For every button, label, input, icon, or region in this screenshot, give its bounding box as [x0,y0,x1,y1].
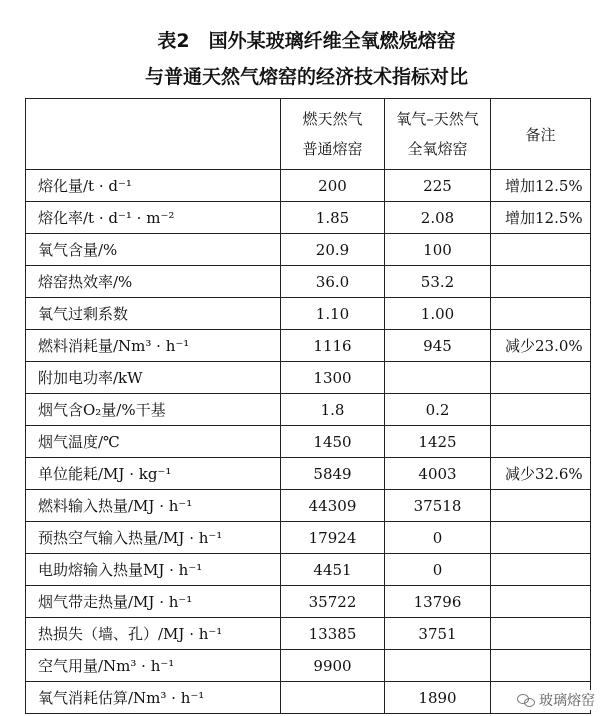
value-oxyfuel: 100 [385,234,491,266]
table-row [26,490,591,522]
value-oxyfuel: 37518 [385,490,491,522]
note-cell [491,362,591,394]
table-row [26,266,591,298]
value-conventional: 44309 [281,490,385,522]
value-conventional: 4451 [281,554,385,586]
table-row [26,618,591,650]
row-label: 单位能耗/MJ · kg⁻¹ [26,458,281,490]
note-cell [491,650,591,682]
comparison-table [25,98,591,714]
table-row [26,330,591,362]
row-label: 燃料消耗量/Nm³ · h⁻¹ [26,330,281,362]
note-cell [491,522,591,554]
value-oxyfuel: 0 [385,522,491,554]
watermark-text: 玻璃熔窑 [539,693,595,709]
table-row [26,650,591,682]
note-cell: 增加12.5% [491,170,591,202]
value-oxyfuel: 1.00 [385,298,491,330]
value-oxyfuel: 53.2 [385,266,491,298]
row-label: 烟气带走热量/MJ · h⁻¹ [26,586,281,618]
value-oxyfuel [385,650,491,682]
value-oxyfuel: 225 [385,170,491,202]
note-cell [491,394,591,426]
note-cell: 减少32.6% [491,458,591,490]
row-label: 预热空气输入热量/MJ · h⁻¹ [26,522,281,554]
wechat-icon [517,693,535,707]
header-cell-blank [26,99,281,170]
value-conventional: 20.9 [281,234,385,266]
note-cell [491,298,591,330]
value-conventional: 5849 [281,458,385,490]
value-oxyfuel: 1425 [385,426,491,458]
table-row [26,682,591,714]
note-cell: 增加12.5% [491,202,591,234]
value-conventional: 1450 [281,426,385,458]
row-label: 烟气温度/℃ [26,426,281,458]
value-conventional: 1.85 [281,202,385,234]
row-label: 熔化率/t · d⁻¹ · m⁻² [26,202,281,234]
note-cell [491,618,591,650]
header-text: 全氧熔窑 [407,140,468,158]
row-label: 氧气消耗估算/Nm³ · h⁻¹ [26,682,281,714]
row-label: 燃料输入热量/MJ · h⁻¹ [26,490,281,522]
value-conventional: 17924 [281,522,385,554]
table-row [26,202,591,234]
table-title-line1: 表2 国外某玻璃纤维全氧燃烧熔窑 [157,30,456,52]
value-conventional: 35722 [281,586,385,618]
row-label: 熔化量/t · d⁻¹ [26,170,281,202]
table-row [26,362,591,394]
row-label: 氧气含量/% [26,234,281,266]
header-cell-note: 备注 [491,99,591,170]
row-label: 空气用量/Nm³ · h⁻¹ [26,650,281,682]
value-oxyfuel: 0 [385,554,491,586]
value-oxyfuel: 13796 [385,586,491,618]
note-cell [491,554,591,586]
value-oxyfuel: 2.08 [385,202,491,234]
table-row [26,234,591,266]
table-row [26,586,591,618]
row-label: 附加电功率/kW [26,362,281,394]
note-cell [491,234,591,266]
value-conventional [281,682,385,714]
value-conventional: 13385 [281,618,385,650]
table-title-line2: 与普通天然气熔窑的经济技术指标对比 [144,66,468,88]
value-oxyfuel: 0.2 [385,394,491,426]
watermark [513,690,595,710]
table-row [26,426,591,458]
header-text: 氧气–天然气 [396,110,479,128]
row-label: 熔窑热效率/% [26,266,281,298]
note-cell [491,490,591,522]
row-label: 电助熔输入热量MJ · h⁻¹ [26,554,281,586]
row-label: 热损失（墙、孔）/MJ · h⁻¹ [26,618,281,650]
row-label: 氧气过剩系数 [26,298,281,330]
header-text: 燃天然气 [302,110,363,128]
value-oxyfuel: 3751 [385,618,491,650]
note-cell: 减少23.0% [491,330,591,362]
value-conventional: 1.8 [281,394,385,426]
table-row [26,394,591,426]
value-oxyfuel: 4003 [385,458,491,490]
header-cell-oxyfuel [385,99,491,170]
value-conventional: 9900 [281,650,385,682]
table-row [26,458,591,490]
table-row [26,170,591,202]
note-cell [491,426,591,458]
table-row [26,554,591,586]
value-conventional: 200 [281,170,385,202]
value-oxyfuel: 1890 [385,682,491,714]
value-oxyfuel [385,362,491,394]
table-row [26,298,591,330]
table-header-row [26,99,591,170]
value-conventional: 36.0 [281,266,385,298]
header-text: 普通熔窑 [302,140,363,158]
value-conventional: 1300 [281,362,385,394]
header-cell-conventional [281,99,385,170]
value-conventional: 1116 [281,330,385,362]
row-label: 烟气含O₂量/%干基 [26,394,281,426]
value-oxyfuel: 945 [385,330,491,362]
note-cell [491,586,591,618]
value-conventional: 1.10 [281,298,385,330]
table-row [26,522,591,554]
note-cell [491,266,591,298]
